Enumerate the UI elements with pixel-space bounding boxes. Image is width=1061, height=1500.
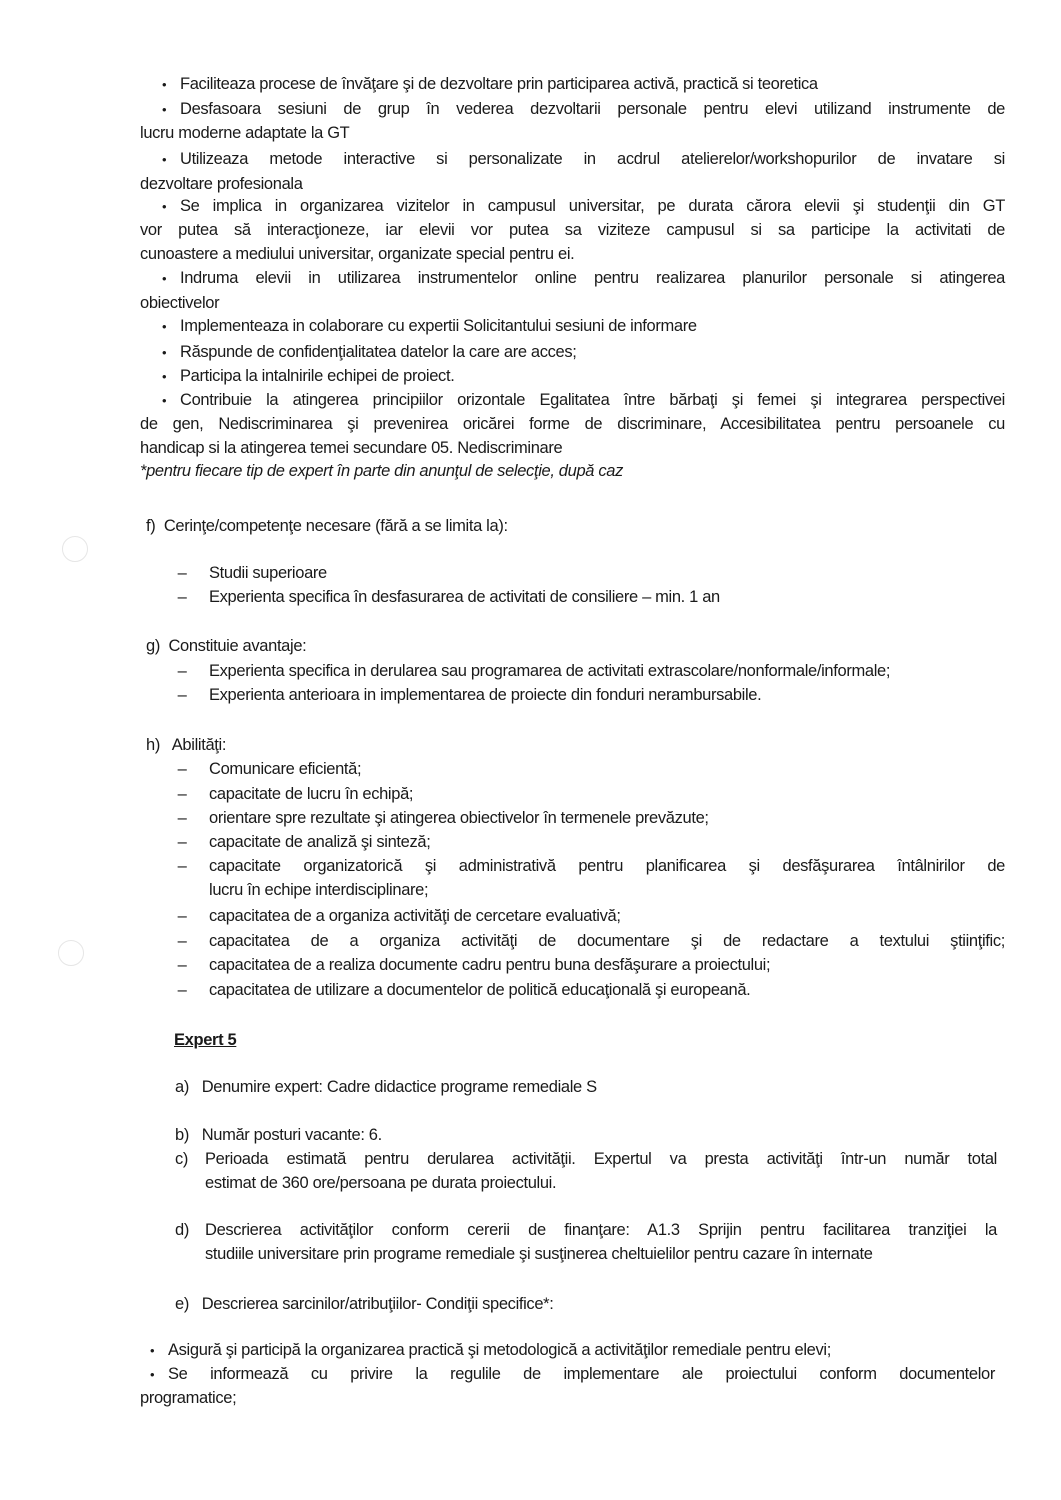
dash-icon: – <box>177 932 187 950</box>
expert5-heading: Expert 5 <box>174 1031 237 1049</box>
hole-punch-mark <box>62 536 88 562</box>
bullet-icon: • <box>162 271 167 286</box>
expert5-bullet: • Se informează cu privire la regulile de implementare ale proiectului conform documentelor <box>150 1362 995 1387</box>
bullet-continuation: obiectivelor <box>140 294 220 312</box>
dash-icon: – <box>177 907 187 925</box>
bullet-continuation: handicap si la atingerea temei secundare 05. Nediscriminare <box>140 439 563 457</box>
ability-item: – capacitatea de a organiza activităţi de cercetare evaluativă; <box>175 904 621 928</box>
ability-continuation: lucru în echipe interdisciplinare; <box>209 881 429 899</box>
bullet-icon: • <box>162 319 167 334</box>
bullet-line: • Faciliteaza procese de învăţare şi de dezvoltare prin participarea activă, practică si teoretica <box>162 72 818 97</box>
dash-icon: – <box>177 588 187 606</box>
ability-item: – capacitatea de a realiza documente cadru pentru buna desfăşurare a proiectului; <box>175 953 770 977</box>
ability-item: – capacitate de lucru în echipă; <box>175 782 413 806</box>
ability-item: – Comunicare eficientă; <box>175 757 361 781</box>
expert5-item-c: c) Perioada estimată pentru derularea activităţii. Expertul va presta activităţi într-un număr total <box>175 1150 997 1168</box>
expert5-item-b: b) Număr posturi vacante: 6. <box>175 1126 382 1144</box>
bullet-icon: • <box>162 369 167 384</box>
ability-item: – orientare spre rezultate şi atingerea obiectivelor în termenele prevăzute; <box>175 806 709 830</box>
bullet-continuation: vor putea să interacţioneze, iar elevii vor putea sa viziteze campusul si sa participe la activitati de <box>140 221 1005 239</box>
bullet-continuation: cunoastere a mediului universitar, organizate special pentru ei. <box>140 245 575 263</box>
bullet-line: • Răspunde de confidenţialitatea datelor la care are acces; <box>162 340 576 365</box>
hole-punch-mark <box>58 940 84 966</box>
expert5-item-d-continuation: studiile universitare prin programe remediale şi susţinerea cheltuielilor pentru cazare în internate <box>205 1245 873 1263</box>
ability-item: – capacitate organizatorică şi administrativă pentru planificarea şi desfăşurarea întâlnirilor de <box>175 854 1005 878</box>
ability-item: – capacitatea de utilizare a documentelor de politică educaţională şi europeană. <box>175 978 750 1002</box>
dash-icon: – <box>177 956 187 974</box>
bullet-continuation: dezvoltare profesionala <box>140 175 303 193</box>
bullet-icon: • <box>162 393 167 408</box>
bullet-line: • Desfasoara sesiuni de grup în vederea dezvoltarii personale pentru elevi utilizand instrumente de <box>162 97 1005 122</box>
dash-icon: – <box>177 760 187 778</box>
bullet-icon: • <box>162 199 167 214</box>
bullet-icon: • <box>150 1367 155 1382</box>
bullet-icon: • <box>162 345 167 360</box>
bullet-icon: • <box>162 77 167 92</box>
bullet-icon: • <box>150 1343 155 1358</box>
ability-item: – capacitatea de a organiza activităţi de documentare şi de redactare a textului ştiinţific; <box>175 929 1005 953</box>
dash-icon: – <box>177 564 187 582</box>
expert5-item-d: d) Descrierea activităţilor conform cererii de finanţare: A1.3 Sprijin pentru facilitarea tranziţiei la <box>175 1221 997 1239</box>
bullet-line: • Contribuie la atingerea principiilor orizontale Egalitatea între bărbaţi şi femei şi integrarea perspectivei <box>162 388 1005 413</box>
bullet-icon: • <box>162 152 167 167</box>
requirement-item: – Experienta specifica în desfasurarea de activitati de consiliere – min. 1 an <box>175 585 720 609</box>
expert5-item-c-continuation: estimat de 360 ore/persoana pe durata proiectului. <box>205 1174 557 1192</box>
dash-icon: – <box>177 981 187 999</box>
advantage-item: – Experienta anterioara in implementarea de proiecte din fonduri nerambursabile. <box>175 683 761 707</box>
bullet-line: • Participa la intalnirile echipei de proiect. <box>162 364 454 389</box>
ability-item: – capacitate de analiză şi sinteză; <box>175 830 430 854</box>
bullet-continuation: de gen, Nediscriminarea şi prevenirea oricărei forme de discriminare, Accesibilitatea pentru persoanele cu <box>140 415 1005 433</box>
dash-icon: – <box>177 662 187 680</box>
bullet-line: • Se implica in organizarea vizitelor in campusul universitar, pe durata cărora elevii şi studenţii din GT <box>162 194 1005 219</box>
dash-icon: – <box>177 857 187 875</box>
dash-icon: – <box>177 686 187 704</box>
bullet-continuation: lucru moderne adaptate la GT <box>140 124 350 142</box>
expert5-bullet: • Asigură şi participă la organizarea practică şi metodologică a activităţilor remediale pentru elevi; <box>150 1338 831 1363</box>
advantage-item: – Experienta specifica in derularea sau programarea de activitati extrascolare/nonformale/informale; <box>175 659 890 683</box>
expert5-item-e: e) Descrierea sarcinilor/atribuţiilor- Condiţii specifice*: <box>175 1295 554 1313</box>
bullet-icon: • <box>162 102 167 117</box>
section-f-heading: f) Cerinţe/competenţe necesare (fără a se limita la): <box>146 517 508 535</box>
dash-icon: – <box>177 785 187 803</box>
dash-icon: – <box>177 833 187 851</box>
bullet-line: • Implementeaza in colaborare cu expertii Solicitantului sesiuni de informare <box>162 314 697 339</box>
expert5-bullet-continuation: programatice; <box>140 1389 237 1407</box>
bullet-line: • Utilizeaza metode interactive si personalizate in acdrul atelierelor/workshopurilor de invatare si <box>162 147 1005 172</box>
dash-icon: – <box>177 809 187 827</box>
section-g-heading: g) Constituie avantaje: <box>146 637 307 655</box>
bullet-line: • Indruma elevii in utilizarea instrumentelor online pentru realizarea planurilor personale si atingerea <box>162 266 1005 291</box>
footnote: *pentru fiecare tip de expert în parte din anunţul de selecţie, după caz <box>140 462 623 480</box>
expert5-item-a: a) Denumire expert: Cadre didactice programe remediale S <box>175 1078 597 1096</box>
requirement-item: – Studii superioare <box>175 561 327 585</box>
section-h-heading: h) Abilităţi: <box>146 736 227 754</box>
